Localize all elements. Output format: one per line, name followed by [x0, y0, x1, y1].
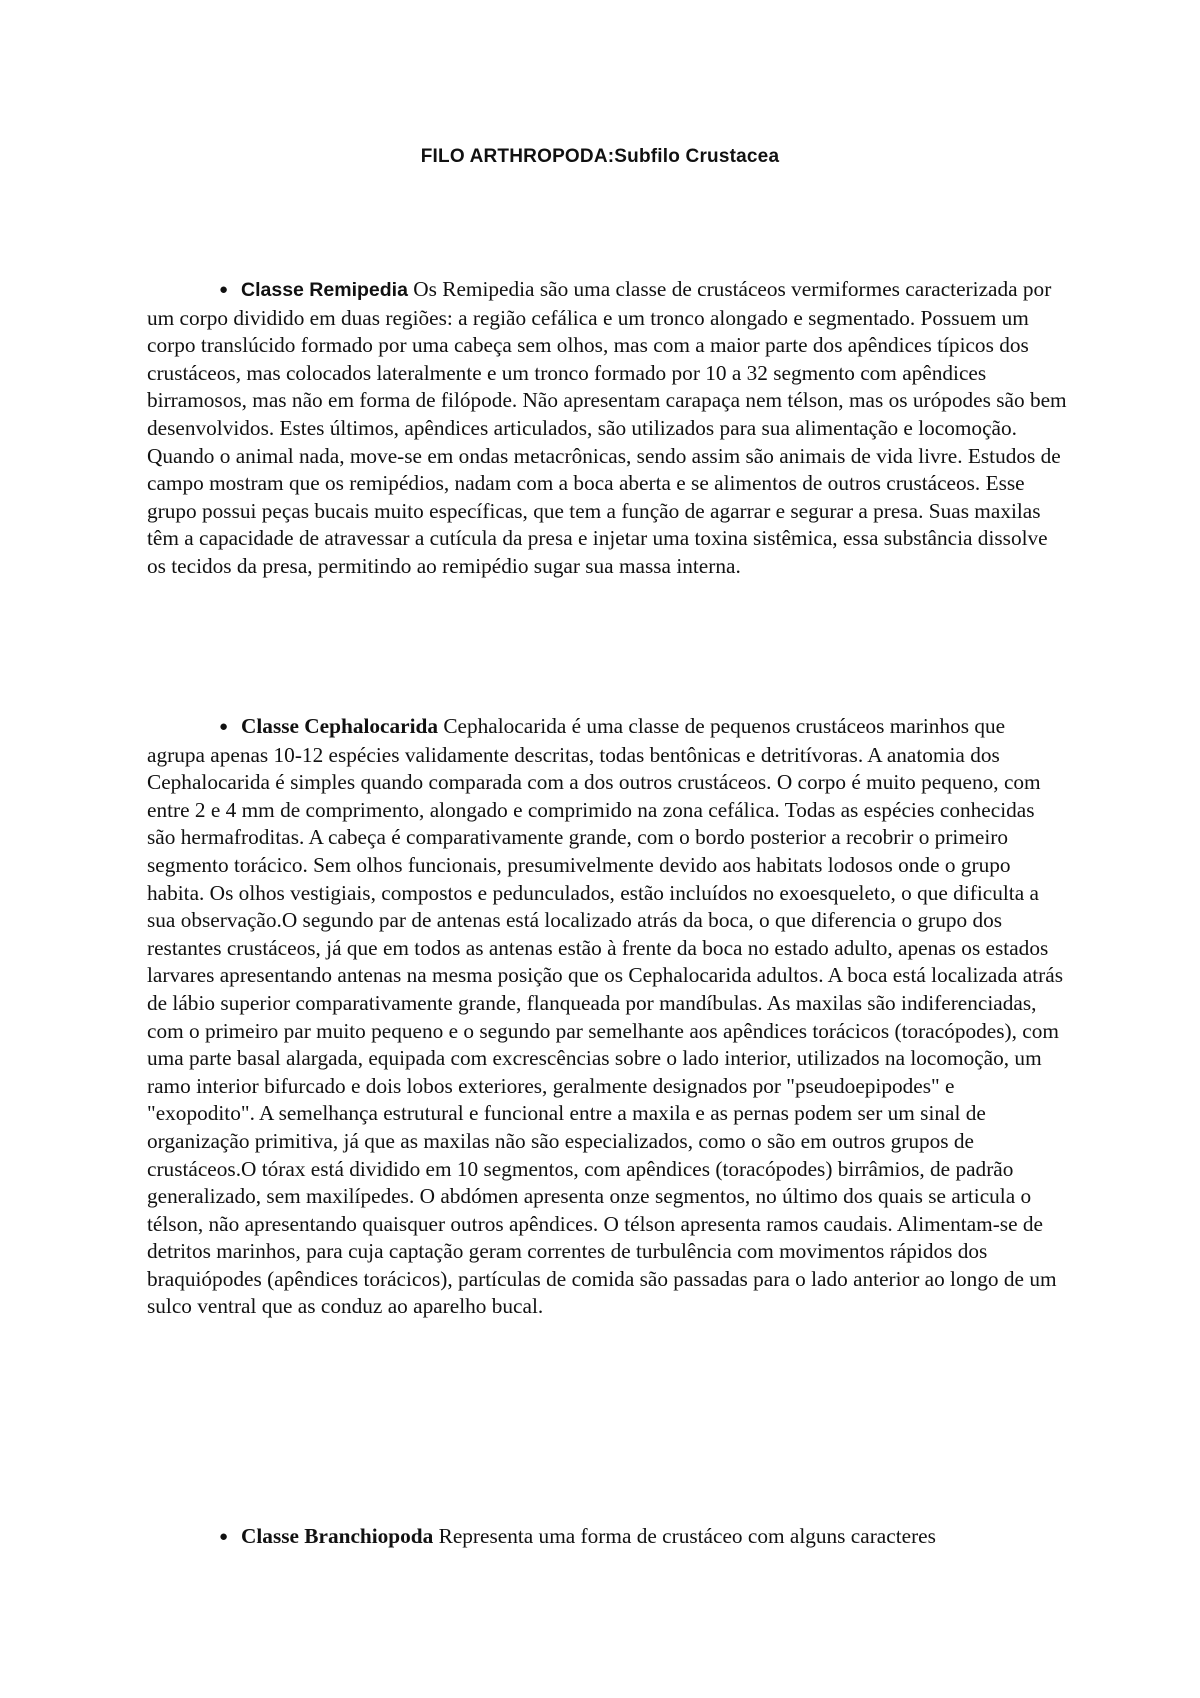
section-heading: Classe Branchiopoda	[241, 1524, 434, 1548]
section-heading: Classe Cephalocarida	[241, 714, 438, 738]
section-heading: Classe Remipedia	[241, 279, 408, 301]
section-body: Representa uma forma de crustáceo com alguns caracteres	[438, 1524, 936, 1548]
section-body: Cephalocarida é uma classe de pequenos crustáceos marinhos que agrupa apenas 10-12 espécies validamente descritas, todas bentônicas e detritívoras. A anatomia dos Cephalocarida é simples quando comparada com a dos outros crustáceos. O corpo é muito pequeno, com entre 2 e 4 mm de comprimento, alongado e comprimido na zona cefálica. Todas as espécies conhecidas são hermafroditas. A cabeça é comparativamente grande, com o bordo posterior a recobrir o primeiro segmento torácico. Sem olhos funcionais, presumivelmente devido aos habitats lodosos onde o grupo habita. Os olhos vestigiais, compostos e pedunculados, estão incluídos no exoesqueleto, o que dificulta a sua observação.O segundo par de antenas está localizado atrás da boca, o que diferencia o grupo dos restantes crustáceos, já que em todos as antenas estão à frente da boca no estado adulto, apenas os estados larvares apresentando antenas na mesma posição que os Cephalocarida adultos. A boca está localizada atrás de lábio superior comparativamente grande, flanqueada por mandíbulas. As maxilas são indiferenciadas, com o primeiro par muito pequeno e o segundo par semelhante aos apêndices torácicos (toracópodes), com uma parte basal alargada, equipada com excrescências sobre o lado interior, utilizados na locomoção, um ramo interior bifurcado e dois lobos exteriores, geralmente designados por "pseudoepipodes" e "exopodito". A semelhança estrutural e funcional entre a maxila e as pernas podem ser um sinal de organização primitiva, já que as maxilas não são especializados, como o são em outros grupos de crustáceos.O tórax está dividido em 10 segmentos, com apêndices (toracópodes) birrâmios, de padrão generalizado, sem maxilípedes. O abdómen apresenta onze segmentos, no último dos quais se articula o télson, não apresentando quaisquer outros apêndices. O télson apresenta ramos caudais. Alimentam-se de detritos marinhos, para cuja captação geram correntes de turbulência com movimentos rápidos dos braquiópodes (apêndices torácicos), partículas de comida são passadas para o lado anterior ao longo de um sulco ventral que as conduz ao aparelho bucal.	[147, 714, 1063, 1319]
section-remipedia	[147, 276, 1067, 581]
section-body: Os Remipedia são uma classe de crustáceos vermiformes caracterizada por um corpo dividido em duas regiões: a região cefálica e um tronco alongado e segmentado. Possuem um corpo translúcido formado por uma cabeça sem olhos, mas com a maior parte dos apêndices típicos dos crustáceos, mas colocados lateralmente e um tronco formado por 10 a 32 segmento com apêndices birramosos, mas não em forma de filópode. Não apresentam carapaça nem télson, mas os urópodes são bem desenvolvidos. Estes últimos, apêndices articulados, são utilizados para sua alimentação e locomoção. Quando o animal nada, move-se em ondas metacrônicas, sendo assim são animais de vida livre. Estudos de campo mostram que os remipédios, nadam com a boca aberta e se alimentos de outros crustáceos. Esse grupo possui peças bucais muito específicas, que tem a função de agarrar e segurar a presa. Suas maxilas têm a capacidade de atravessar a cutícula da presa e injetar uma toxina sistêmica, essa substância dissolve os tecidos da presa, permitindo ao remipédio sugar sua massa interna.	[147, 277, 1067, 578]
bullet-icon: ●	[219, 719, 229, 735]
bullet-icon: ●	[219, 282, 229, 298]
section-cephalocarida	[147, 713, 1067, 1321]
bullet-icon: ●	[219, 1529, 229, 1545]
section-branchiopoda	[147, 1523, 1067, 1552]
page-title: FILO ARTHROPODA:Subfilo Crustacea	[420, 146, 780, 167]
